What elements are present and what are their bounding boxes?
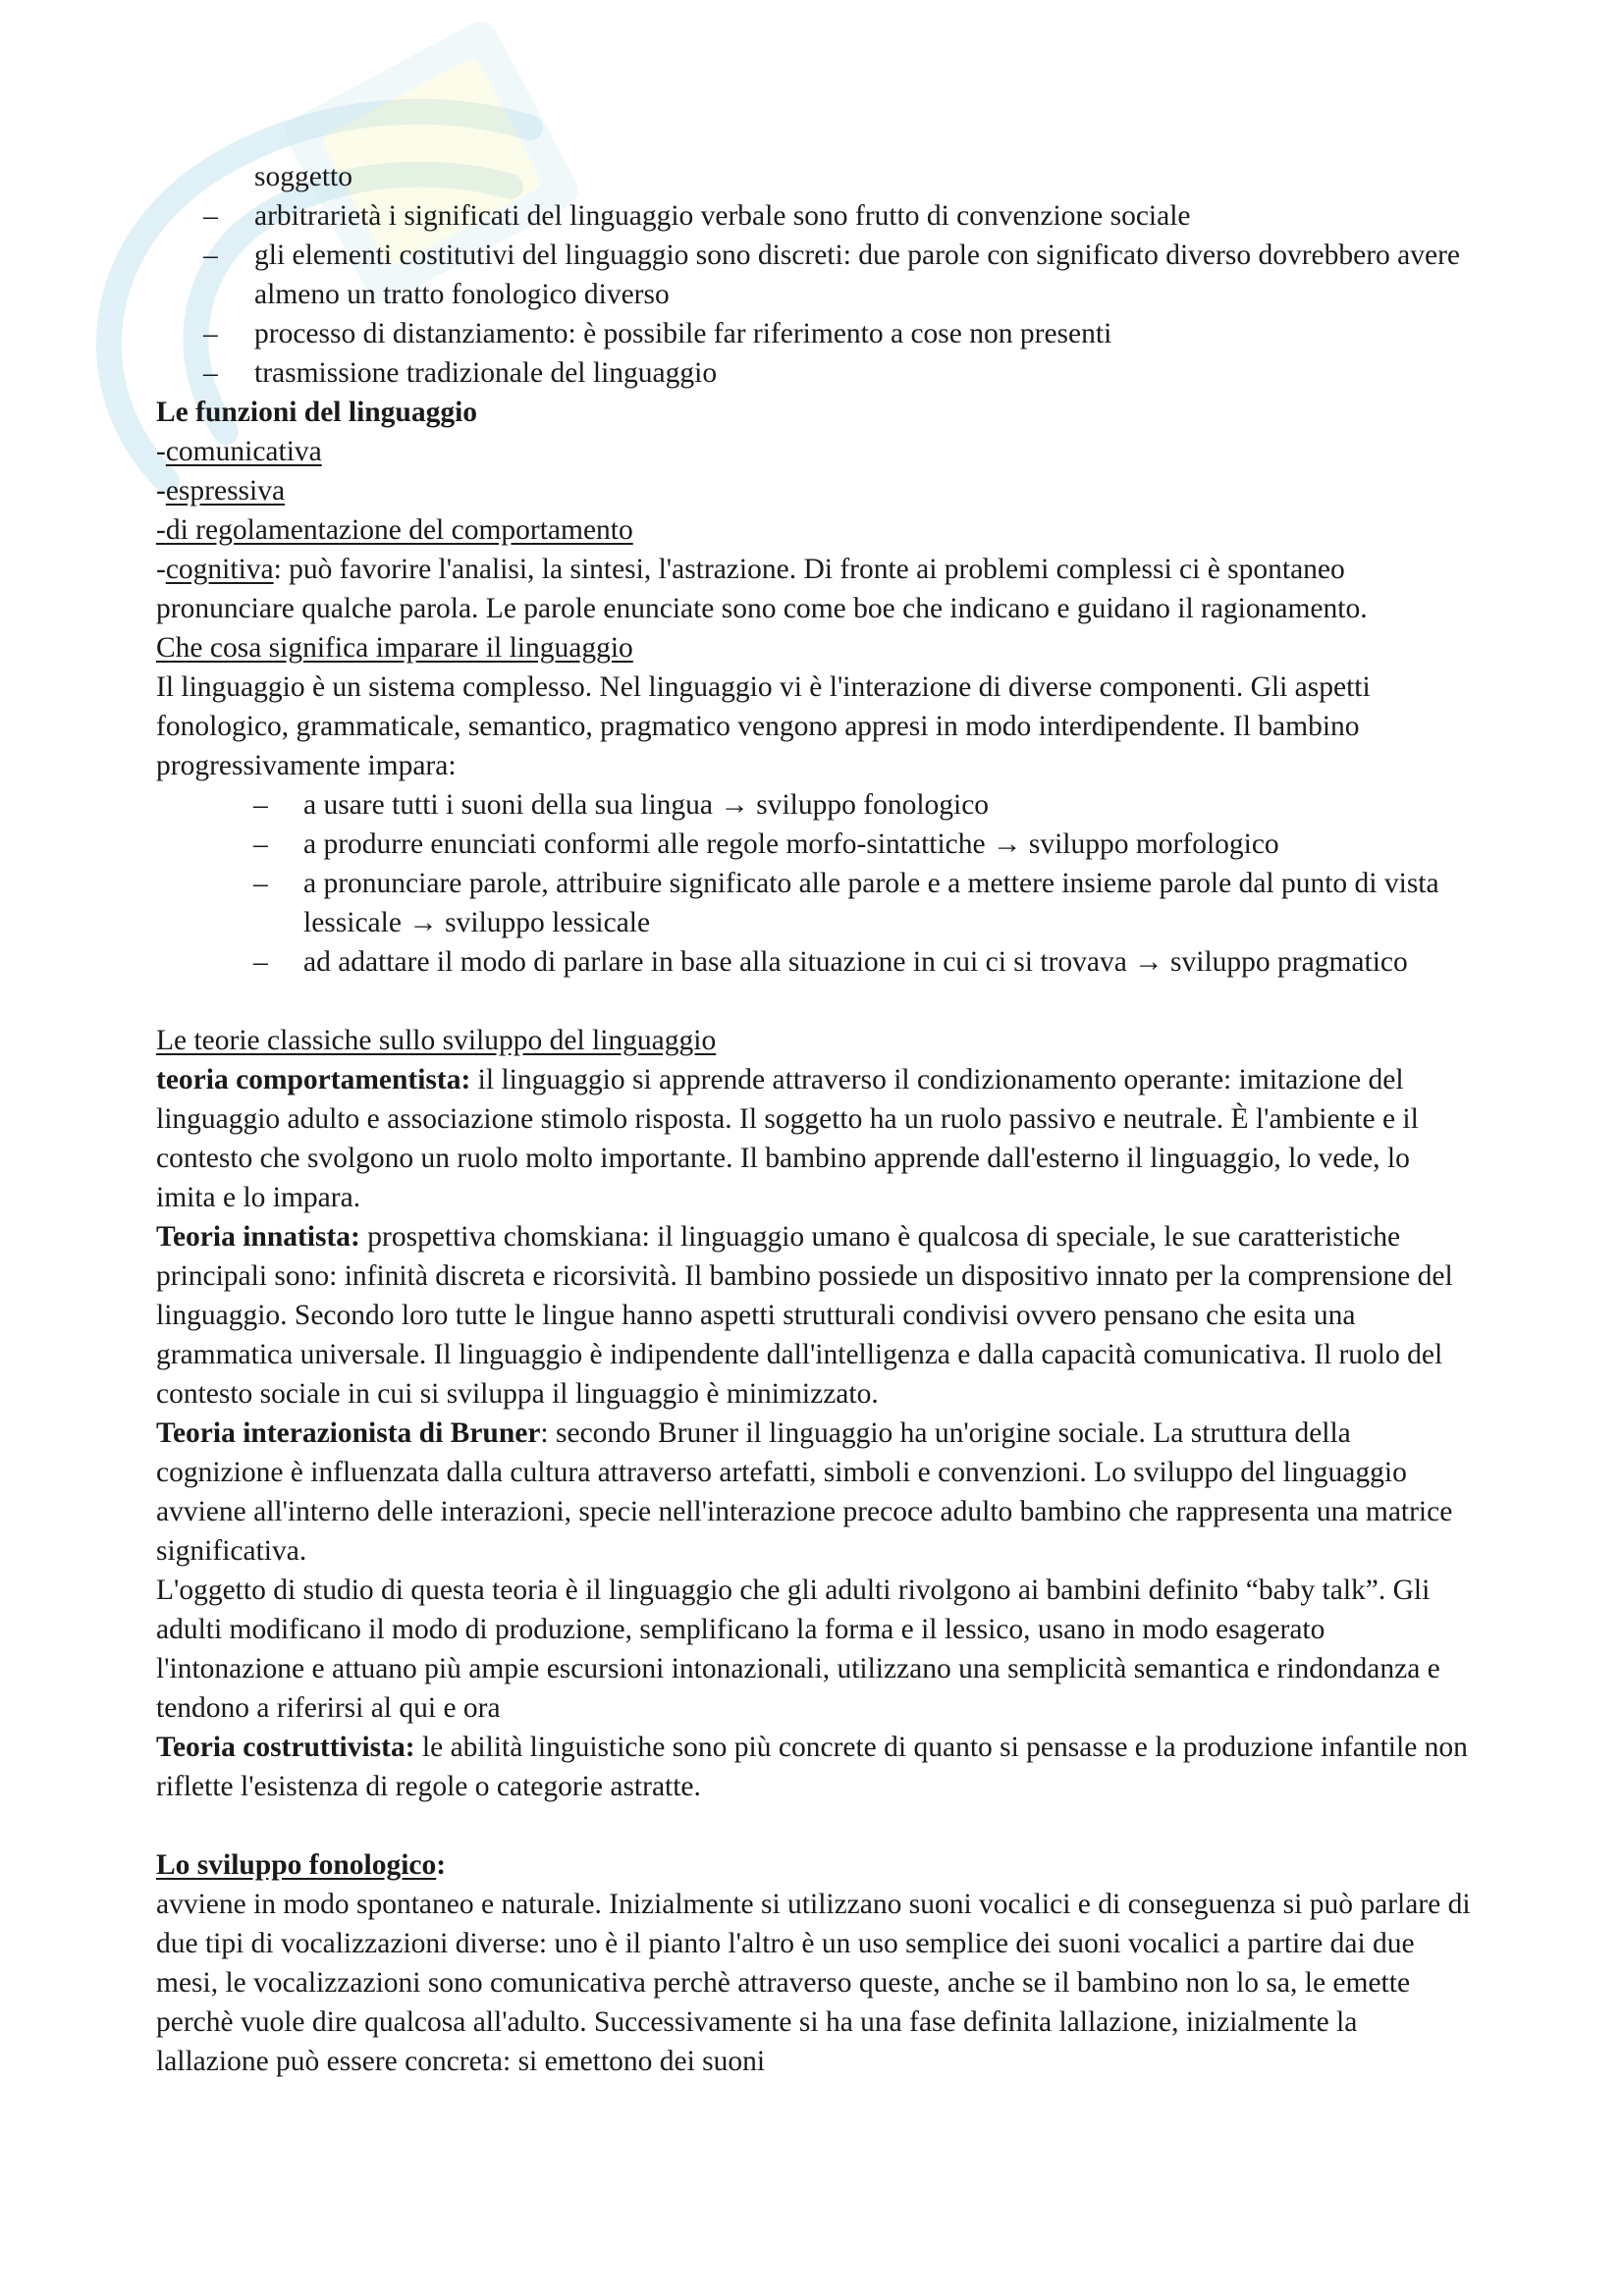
- phonology-heading: Lo sviluppo fonologico:: [156, 1849, 447, 1881]
- functions-heading: Le funzioni del linguaggio: [156, 397, 478, 428]
- dash-bullet: –: [203, 240, 218, 271]
- learning-list: [156, 785, 1472, 982]
- learning-heading: Che cosa significa imparare il linguaggio: [156, 632, 633, 664]
- function-item-regolamentazione: -di regolamentazione del comportamento: [156, 514, 633, 546]
- dash-bullet: –: [253, 946, 268, 978]
- list-item: – ad adattare il modo di parlare in base alla situazione in cui ci si trovava → sviluppo pragmatico: [156, 942, 1472, 982]
- function-item-comunicativa: -comunicativa: [156, 436, 322, 467]
- function-item-cognitiva: -cognitiva: può favorire l'analisi, la sintesi, l'astrazione. Di fronte ai problemi complessi ci è spontaneo pronunciare qualche parola. Le parole enunciate sono come boe che indicano e guidano il ragionamento.: [156, 554, 1368, 624]
- phonology-paragraph: avviene in modo spontaneo e naturale. Inizialmente si utilizzano suoni vocalici e di conseguenza si può parlare di due tipi di vocalizzazioni diverse: uno è il pianto l'altro è un uso semplice dei suoni vocalici a partire dai due mesi, le vocalizzazioni sono comunicativa perchè attraverso queste, anche se il bambino non lo sa, le emette perchè vuole dire qualcosa all'adulto. Successivamente si ha una fase definita lallazione, inizialmente la lallazione può essere concreta: si emettono dei suoni: [156, 1889, 1471, 2077]
- dash-bullet: –: [253, 789, 268, 821]
- baby-talk-paragraph: L'oggetto di studio di questa teoria è il linguaggio che gli adulti rivolgono ai bambini definito “baby talk”. Gli adulti modificano il modo di produzione, semplificano la forma e il lessico, usano in modo esagerato l'intonazione e attuano più ampie escursioni intonazionali, utilizzano una semplicità semantica e rindondanza e tendono a riferirsi al qui e ora: [156, 1575, 1440, 1724]
- theories-heading: Le teorie classiche sullo sviluppo del linguaggio: [156, 1025, 717, 1056]
- theory-costruttivista: Teoria costruttivista: le abilità linguistiche sono più concrete di quanto si pensasse e la produzione infantile non riflette l'esistenza di regole o categorie astratte.: [156, 1732, 1468, 1802]
- list-item: – a pronunciare parole, attribuire significato alle parole e a mettere insieme parole dal punto di vista lessicale → sviluppo lessicale: [156, 864, 1472, 942]
- theory-innatista: Teoria innatista: prospettiva chomskiana: il linguaggio umano è qualcosa di speciale, le sue caratteristiche principali sono: infinità discreta e ricorsività. Il bambino possiede un dispositivo innato per la comprensione del linguaggio. Secondo loro tutte le lingue hanno aspetti strutturali condivisi ovvero pensano che esita una grammatica universale. Il linguaggio è indipendente dall'intelligenza e dalla capacità comunicativa. Il ruolo del contesto sociale in cui si sviluppa il linguaggio è minimizzato.: [156, 1221, 1453, 1410]
- list-item: [156, 157, 1472, 196]
- list-item: – a usare tutti i suoni della sua lingua → sviluppo fonologico: [156, 785, 1472, 825]
- intro-continuation: soggetto: [254, 161, 352, 192]
- list-item: – processo di distanziamento: è possibile far riferimento a cose non presenti: [156, 314, 1472, 353]
- function-item-espressiva: -espressiva: [156, 475, 286, 507]
- properties-list: [156, 157, 1472, 393]
- dash-bullet: –: [253, 828, 268, 860]
- list-item: – a produrre enunciati conformi alle regole morfo-sintattiche → sviluppo morfologico: [156, 825, 1472, 864]
- dash-bullet: –: [203, 200, 218, 232]
- learning-paragraph: Il linguaggio è un sistema complesso. Nel linguaggio vi è l'interazione di diverse componenti. Gli aspetti fonologico, grammaticale, semantico, pragmatico vengono appresi in modo interdipendente. Il bambino progressivamente impara:: [156, 671, 1371, 781]
- document-body: [156, 157, 1472, 2081]
- list-item: – gli elementi costitutivi del linguaggio sono discreti: due parole con significato diverso dovrebbero avere almeno un tratto fonologico diverso: [156, 236, 1472, 314]
- dash-bullet: –: [203, 357, 218, 389]
- theory-interazionista: Teoria interazionista di Bruner: secondo Bruner il linguaggio ha un'origine sociale. La struttura della cognizione è influenzata dalla cultura attraverso artefatti, simboli e convenzioni. Lo sviluppo del linguaggio avviene all'interno delle interazioni, specie nell'interazione precoce adulto bambino che rappresenta una matrice significativa.: [156, 1417, 1453, 1567]
- list-item: – trasmissione tradizionale del linguaggio: [156, 353, 1472, 393]
- list-item: – arbitrarietà i significati del linguaggio verbale sono frutto di convenzione sociale: [156, 196, 1472, 236]
- dash-bullet: –: [203, 318, 218, 349]
- dash-bullet: –: [253, 868, 268, 899]
- theory-comportamentista: teoria comportamentista: il linguaggio si apprende attraverso il condizionamento operante: imitazione del linguaggio adulto e associazione stimolo risposta. Il soggetto ha un ruolo passivo e neutrale. È l'ambiente e il contesto che svolgono un ruolo molto importante. Il bambino apprende dall'esterno il linguaggio, lo vede, lo imita e lo impara.: [156, 1064, 1419, 1213]
